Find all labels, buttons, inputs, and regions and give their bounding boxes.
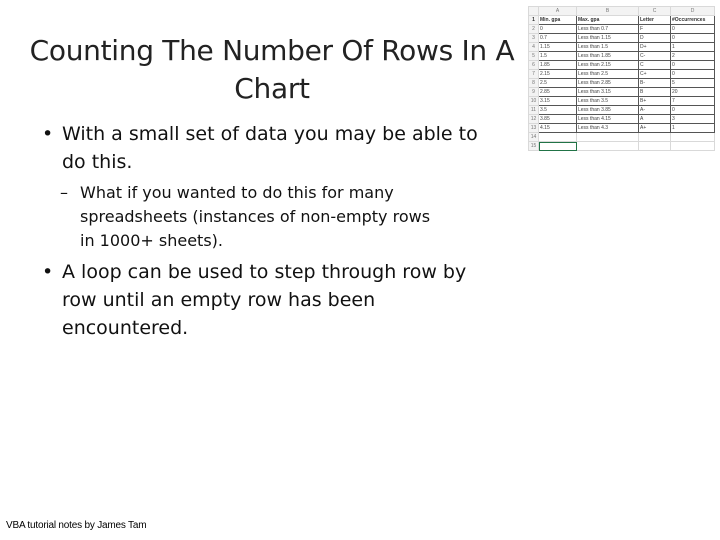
table-cell: C — [639, 61, 671, 70]
table-cell: A — [639, 115, 671, 124]
slide-title: Counting The Number Of Rows In A Chart — [29, 34, 515, 105]
table-row — [529, 61, 715, 70]
table-cell: 2.15 — [539, 70, 577, 79]
table-cell: Less than 1.85 — [577, 52, 639, 61]
table-cell: C+ — [639, 70, 671, 79]
table-row — [529, 115, 715, 124]
table-row — [529, 52, 715, 61]
table-cell — [577, 142, 639, 151]
row-number: 15 — [529, 142, 539, 151]
table-cell: 1 — [671, 43, 715, 52]
table-cell: 4.15 — [539, 124, 577, 133]
table-cell: Letter — [639, 16, 671, 25]
table-cell — [539, 133, 577, 142]
table-cell: 3.85 — [539, 115, 577, 124]
table-cell: A+ — [639, 124, 671, 133]
table-cell: Less than 4.15 — [577, 115, 639, 124]
row-number: 1 — [529, 16, 539, 25]
table-cell: 1.85 — [539, 61, 577, 70]
table-cell — [671, 133, 715, 142]
spreadsheet-grid — [528, 6, 715, 151]
column-letter: B — [577, 7, 639, 16]
table-row — [529, 43, 715, 52]
table-row — [529, 106, 715, 115]
spreadsheet-screenshot — [528, 6, 714, 156]
table-cell: B- — [639, 79, 671, 88]
table-cell: B — [639, 88, 671, 97]
row-number: 11 — [529, 106, 539, 115]
table-cell: 1.5 — [539, 52, 577, 61]
table-cell: 0 — [671, 61, 715, 70]
table-cell: Less than 1.15 — [577, 34, 639, 43]
table-cell: 0 — [671, 25, 715, 34]
table-cell: Less than 3.85 — [577, 106, 639, 115]
bullet-marker: • — [42, 123, 54, 145]
table-cell: 5 — [671, 79, 715, 88]
row-number: 7 — [529, 70, 539, 79]
table-cell: D — [639, 34, 671, 43]
table-cell: Less than 1.5 — [577, 43, 639, 52]
table-cell: 2.5 — [539, 79, 577, 88]
table-cell: Max. gpa — [577, 16, 639, 25]
table-cell: 3 — [671, 115, 715, 124]
table-cell: 1 — [671, 124, 715, 133]
table-cell: 3.5 — [539, 106, 577, 115]
column-header-row — [529, 7, 715, 16]
row-number: 4 — [529, 43, 539, 52]
table-cell — [539, 142, 577, 151]
row-number: 10 — [529, 97, 539, 106]
table-cell: 1.15 — [539, 43, 577, 52]
table-cell: 7 — [671, 97, 715, 106]
bullet-item — [42, 258, 502, 342]
table-cell: Less than 4.3 — [577, 124, 639, 133]
table-cell: 0 — [539, 25, 577, 34]
bullet-text: With a small set of data you may be able to do this. — [62, 123, 478, 173]
bullet-item — [42, 120, 502, 176]
row-number: 8 — [529, 79, 539, 88]
table-row — [529, 70, 715, 79]
sub-bullet-text: What if you wanted to do this for many spreadsheets (instances of non-empty rows in 1000+ sheets). — [80, 183, 431, 250]
table-cell: 0 — [671, 34, 715, 43]
table-row — [529, 124, 715, 133]
row-number: 2 — [529, 25, 539, 34]
table-cell: Less than 3.5 — [577, 97, 639, 106]
row-number: 5 — [529, 52, 539, 61]
table-cell: 0 — [671, 70, 715, 79]
sub-bullet-marker: – — [60, 183, 68, 202]
bullet-marker: • — [42, 261, 54, 283]
column-letter: A — [539, 7, 577, 16]
row-number: 14 — [529, 133, 539, 142]
table-cell: 0 — [671, 106, 715, 115]
table-cell — [577, 133, 639, 142]
table-cell — [639, 133, 671, 142]
table-cell: Less than 2.15 — [577, 61, 639, 70]
table-cell: Less than 2.85 — [577, 79, 639, 88]
table-cell: C- — [639, 52, 671, 61]
table-cell: Less than 2.5 — [577, 70, 639, 79]
row-number: 9 — [529, 88, 539, 97]
sub-bullet-item — [60, 181, 440, 253]
table-row — [529, 97, 715, 106]
table-row — [529, 79, 715, 88]
corner-cell — [529, 7, 539, 16]
table-cell: A- — [639, 106, 671, 115]
column-letter: C — [639, 7, 671, 16]
table-cell: F — [639, 25, 671, 34]
row-number: 6 — [529, 61, 539, 70]
header-row — [529, 16, 715, 25]
row-number: 3 — [529, 34, 539, 43]
table-row — [529, 88, 715, 97]
column-letter: D — [671, 7, 715, 16]
table-cell: Min. gpa — [539, 16, 577, 25]
table-cell: B+ — [639, 97, 671, 106]
bullet-text: A loop can be used to step through row by row until an empty row has been encountered. — [62, 261, 467, 339]
table-cell: #Occurrences — [671, 16, 715, 25]
table-cell: 2 — [671, 52, 715, 61]
table-cell — [671, 142, 715, 151]
table-cell: D+ — [639, 43, 671, 52]
row-number: 13 — [529, 124, 539, 133]
table-row — [529, 34, 715, 43]
table-cell: Less than 3.15 — [577, 88, 639, 97]
table-cell: 2.85 — [539, 88, 577, 97]
footer-credit: VBA tutorial notes by James Tam — [6, 520, 147, 531]
row-number: 12 — [529, 115, 539, 124]
table-cell: 0.7 — [539, 34, 577, 43]
table-cell: Less than 0.7 — [577, 25, 639, 34]
table-row — [529, 25, 715, 34]
table-row — [529, 133, 715, 142]
table-cell — [639, 142, 671, 151]
table-row — [529, 142, 715, 151]
table-cell: 20 — [671, 88, 715, 97]
table-cell: 3.15 — [539, 97, 577, 106]
